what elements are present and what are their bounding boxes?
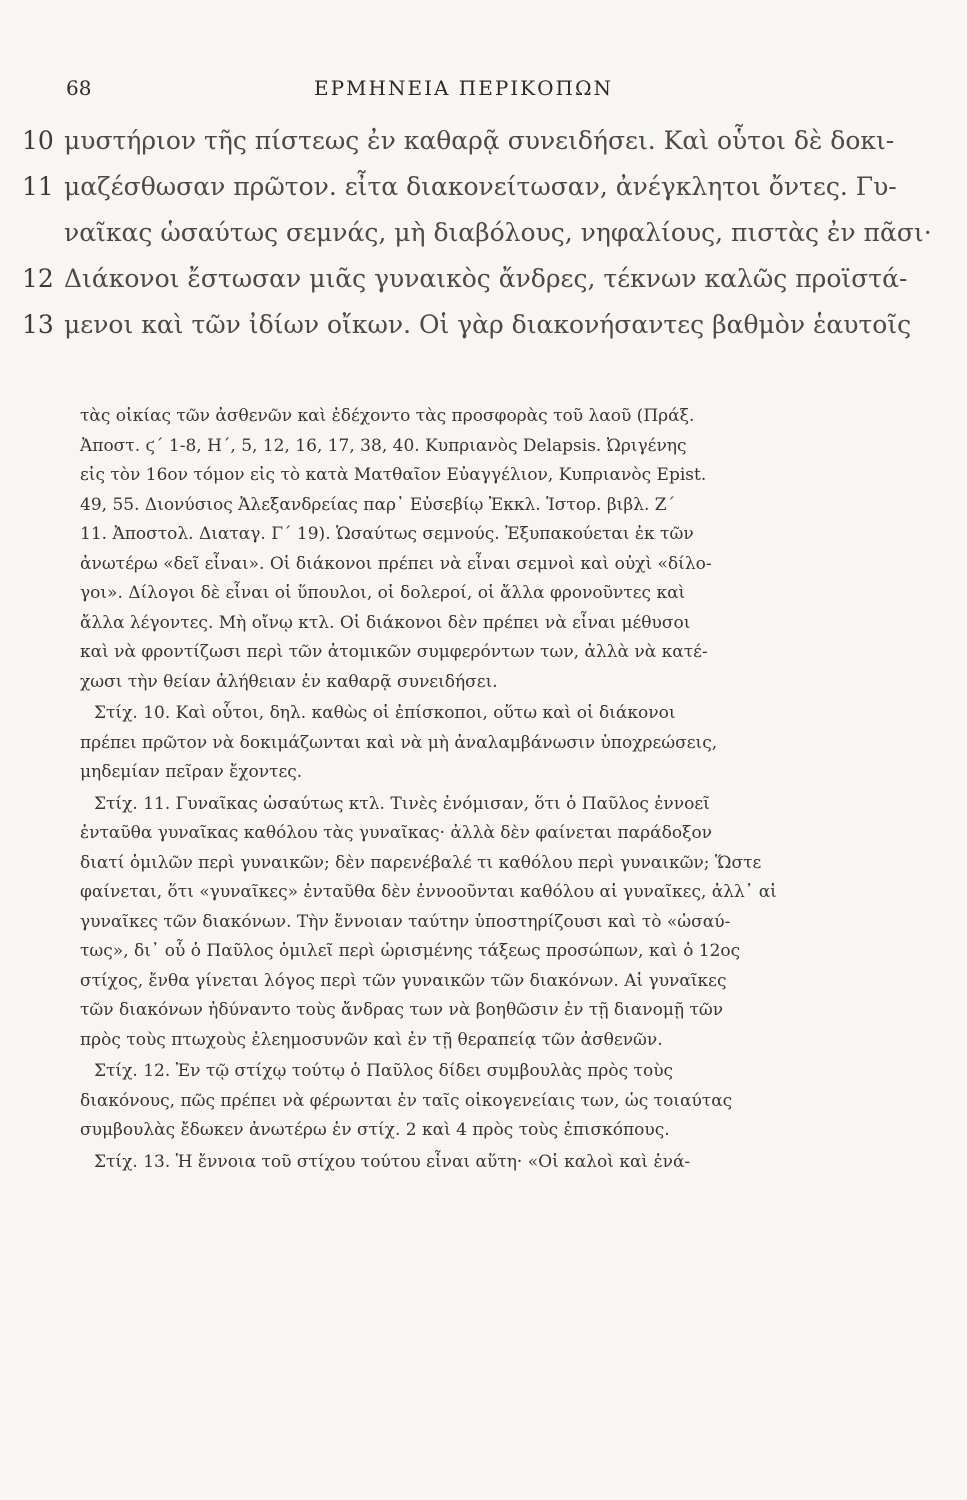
scripture-line-text: μυστήριον τῆς πίστεως ἐν καθαρᾷ συνειδήσει. Καὶ οὗτοι δὲ δοκι- (64, 126, 895, 155)
verse-number: 12 (22, 264, 54, 293)
commentary-line: συμβουλὰς ἔδωκεν ἀνωτέρω ἐν στίχ. 2 καὶ 4 πρὸς τοὺς ἐπισκόπους. (80, 1120, 670, 1140)
commentary-line: 11. Ἀποστολ. Διαταγ. Γ΄ 19). Ὡσαύτως σεμνούς. Ἐξυπακούεται ἐκ τῶν (80, 524, 694, 544)
commentary-line: Ἀποστ. ϛ΄ 1-8, Η΄, 5, 12, 16, 17, 38, 40. Κυπριανὸς Delapsis. Ὠριγένης (80, 435, 687, 456)
scripture-line-text: μαζέσθωσαν πρῶτον. εἶτα διακονείτωσαν, ἀνέγκλητοι ὄντες. Γυ- (64, 172, 897, 201)
commentary-line: μηδεμίαν πεῖραν ἔχοντες. (80, 762, 303, 782)
commentary-line: πρέπει πρῶτον νὰ δοκιμάζωνται καὶ νὰ μὴ ἀναλαμβάνωσιν ὑποχρεώσεις, (80, 732, 718, 753)
verse-number: 10 (22, 126, 54, 155)
commentary-line: Στίχ. 13. Ἡ ἔννοια τοῦ στίχου τούτου εἶναι αὕτη· «Οἱ καλοὶ καὶ ἐνά- (94, 1151, 691, 1172)
commentary-line: γυναῖκες τῶν διακόνων. Τὴν ἔννοιαν ταύτην ὑποστηρίζουσι καὶ τὸ «ὡσαύ- (80, 911, 731, 932)
commentary-line: φαίνεται, ὅτι «γυναῖκες» ἐνταῦθα δὲν ἐννοοῦνται καθόλου αἱ γυναῖκες, ἀλλ᾽ αἱ (80, 882, 777, 902)
commentary-line: Στίχ. 11. Γυναῖκας ὡσαύτως κτλ. Τινὲς ἐνόμισαν, ὅτι ὁ Παῦλος ἐννοεῖ (94, 793, 710, 814)
scripture-line (22, 164, 897, 210)
commentary-line: ἐνταῦθα γυναῖκας καθόλου τὰς γυναῖκας· ἀλλὰ δὲν φαίνεται παράδοξον (80, 823, 713, 843)
scripture-text (22, 118, 932, 348)
commentary-line: στίχος, ἔνθα γίνεται λόγος περὶ τῶν γυναικῶν τῶν διακόνων. Αἱ γυναῖκες (80, 970, 727, 991)
scripture-line (22, 210, 932, 256)
commentary-line: τως», δι᾽ οὗ ὁ Παῦλος ὁμιλεῖ περὶ ὡρισμένης τάξεως προσώπων, καὶ ὁ 12ος (80, 941, 741, 961)
commentary-line: πρὸς τοὺς πτωχοὺς ἐλεημοσυνῶν καὶ ἐν τῇ θεραπείᾳ τῶν ἀσθενῶν. (80, 1029, 663, 1050)
commentary-line: τῶν διακόνων ἠδύναντο τοὺς ἄνδρας των νὰ βοηθῶσιν ἐν τῇ διανομῇ τῶν (80, 1000, 724, 1020)
commentary-line: ἀνωτέρω «δεῖ εἶναι». Οἱ διάκονοι πρέπει νὰ εἶναι σεμνοὶ καὶ οὐχὶ «δίλο- (80, 553, 712, 574)
running-title: ΕΡΜΗΝΕΙΑ ΠΕΡΙΚΟΠΩΝ (314, 76, 614, 100)
verse-number: 13 (22, 310, 54, 339)
commentary-line: Στίχ. 10. Καὶ οὗτοι, δηλ. καθὼς οἱ ἐπίσκοποι, οὕτω καὶ οἱ διάκονοι (94, 703, 676, 723)
commentary-line: ἄλλα λέγοντες. Μὴ οἴνῳ κτλ. Οἱ διάκονοι δὲν πρέπει νὰ εἶναι μέθυσοι (80, 612, 691, 633)
commentary-line: γοι». Δίλογοι δὲ εἶναι οἱ ὕπουλοι, οἱ δολεροί, οἱ ἄλλα φρονοῦντες καὶ (80, 583, 686, 603)
scripture-line (22, 302, 912, 348)
page-header (66, 76, 856, 106)
commentary-line: εἰς τὸν 16ον τόμον εἰς τὸ κατὰ Ματθαῖον Εὐαγγέλιον, Κυπριανὸς Epist. (80, 465, 707, 485)
commentary-line: Στίχ. 12. Ἐν τῷ στίχῳ τούτῳ ὁ Παῦλος δίδει συμβουλὰς πρὸς τοὺς (94, 1061, 674, 1081)
page-number: 68 (66, 76, 92, 100)
scripture-line-text: ναῖκας ὡσαύτως σεμνάς, μὴ διαβόλους, νηφαλίους, πιστὰς ἐν πᾶσι· (64, 218, 932, 247)
commentary-line: 49, 55. Διονύσιος Ἀλεξανδρείας παρ᾽ Εὐσεβίῳ Ἐκκλ. Ἱστορ. βιβλ. Ζ΄ (80, 494, 676, 515)
commentary (80, 402, 860, 1177)
commentary-line: τὰς οἰκίας τῶν ἀσθενῶν καὶ ἐδέχοντο τὰς προσφορὰς τοῦ λαοῦ (Πράξ. (80, 406, 695, 426)
scripture-line-text: μενοι καὶ τῶν ἰδίων οἴκων. Οἱ γὰρ διακονήσαντες βαθμὸν ἑαυτοῖς (64, 310, 912, 339)
commentary-line: χωσι τὴν θείαν ἀλήθειαν ἐν καθαρᾷ συνειδήσει. (80, 671, 498, 692)
verse-number: 11 (22, 172, 54, 201)
commentary-line: διατί ὁμιλῶν περὶ γυναικῶν; δὲν παρενέβαλέ τι καθόλου περὶ γυναικῶν; Ὥστε (80, 852, 762, 873)
scripture-line-text: Διάκονοι ἔστωσαν μιᾶς γυναικὸς ἄνδρες, τέκνων καλῶς προϊστά- (64, 264, 908, 293)
commentary-line: καὶ νὰ φροντίζωσι περὶ τῶν ἀτομικῶν συμφερόντων των, ἀλλὰ νὰ κατέ- (80, 642, 708, 662)
scripture-line (22, 256, 908, 302)
scripture-line (22, 118, 895, 164)
commentary-line: διακόνους, πῶς πρέπει νὰ φέρωνται ἐν ταῖς οἰκογενείαις των, ὡς τοιαύτας (80, 1090, 733, 1111)
